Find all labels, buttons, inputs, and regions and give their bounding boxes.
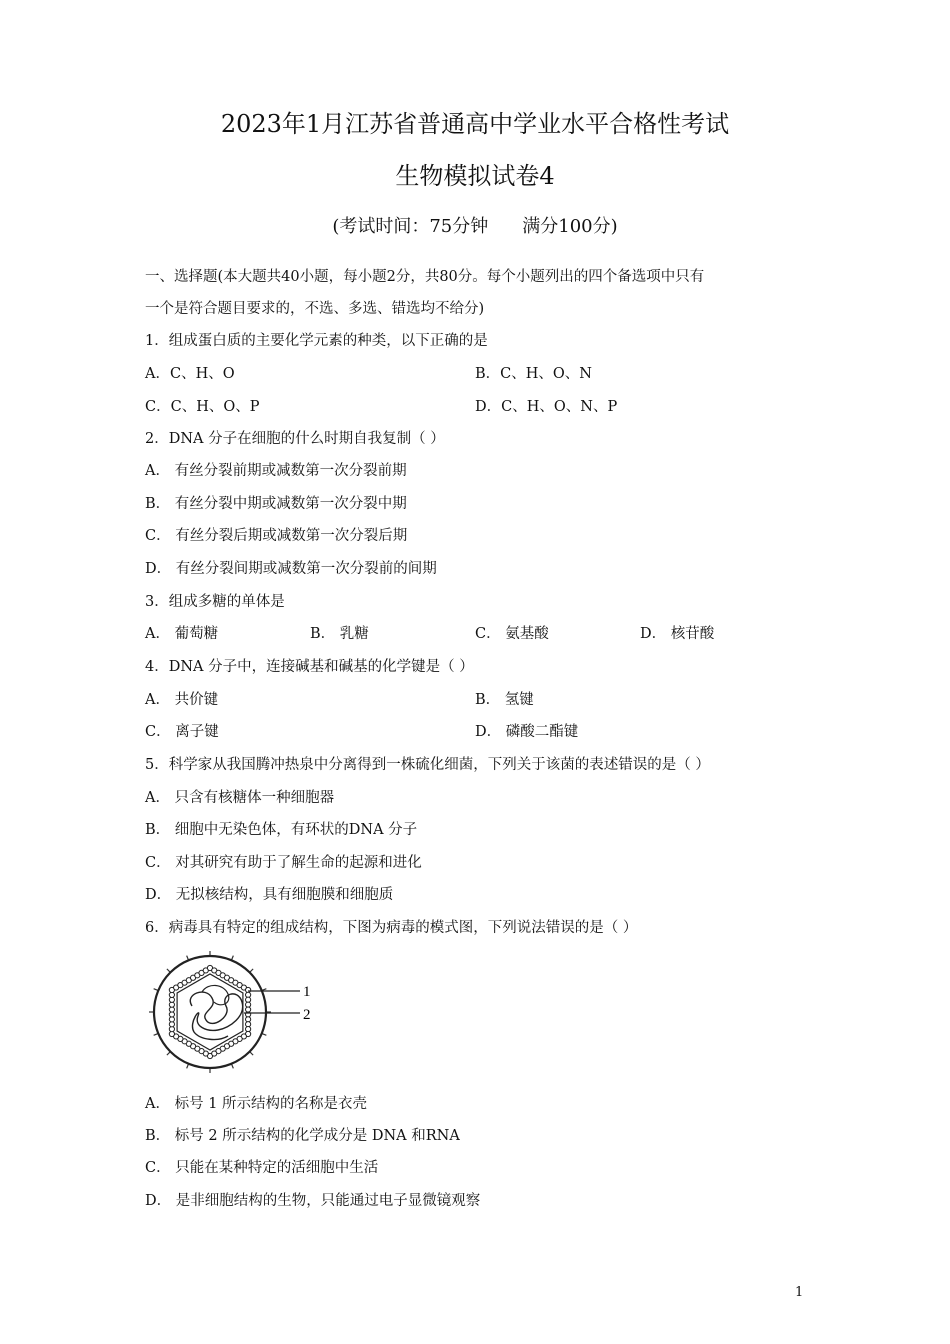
option-b: B． 氢键 bbox=[475, 692, 534, 708]
option-d: D． 磷酸二酯键 bbox=[475, 724, 579, 740]
option-c: C． 有丝分裂后期或减数第一次分裂后期 bbox=[145, 528, 408, 544]
nucleic-acid-strand bbox=[190, 992, 242, 1039]
option-b: B． 乳糖 bbox=[310, 626, 369, 642]
question-stem: 3．组成多糖的单体是 bbox=[145, 594, 285, 610]
option-c: C． 对其研究有助于了解生命的起源和进化 bbox=[145, 855, 422, 871]
option-d: D．C、H、O、N、P bbox=[475, 399, 618, 415]
option-a: A． 有丝分裂前期或减数第一次分裂前期 bbox=[145, 463, 407, 479]
full-score: 满分100分) bbox=[522, 216, 618, 237]
question-stem: 4．DNA 分子中，连接碱基和碱基的化学键是（ ） bbox=[145, 659, 474, 675]
option-d: D． 是非细胞结构的生物，只能通过电子显微镜观察 bbox=[145, 1193, 481, 1209]
option-a: A． 葡萄糖 bbox=[145, 626, 219, 642]
option-b: B． 细胞中无染色体，有环状的DNA 分子 bbox=[145, 822, 418, 838]
option-a: A． 只含有核糖体一种细胞器 bbox=[145, 790, 335, 806]
option-b: B．C、H、O、N bbox=[475, 366, 592, 382]
option-a: A． 共价键 bbox=[145, 692, 219, 708]
option-b: B． 有丝分裂中期或减数第一次分裂中期 bbox=[145, 496, 407, 512]
option-d: D． 核苷酸 bbox=[640, 626, 715, 642]
option-c: C． 只能在某种特定的活细胞中生活 bbox=[145, 1160, 379, 1176]
figure-label-2: 2 bbox=[303, 1007, 311, 1023]
option-c: C．C、H、O、P bbox=[145, 399, 260, 415]
exam-subtitle: 生物模拟试卷4 bbox=[395, 162, 555, 190]
section-instructions-line1: 一、选择题(本大题共40小题，每小题2分，共80分。每个小题列出的四个备选项中只有 bbox=[145, 269, 705, 285]
option-d: D． 无拟核结构，具有细胞膜和细胞质 bbox=[145, 887, 394, 903]
question-stem: 6．病毒具有特定的组成结构，下图为病毒的模式图，下列说法错误的是（ ） bbox=[145, 920, 638, 936]
option-a: A． 标号 1 所示结构的名称是衣壳 bbox=[145, 1096, 368, 1112]
option-c: C． 离子键 bbox=[145, 724, 219, 740]
virus-diagram bbox=[148, 950, 328, 1084]
question-stem: 1．组成蛋白质的主要化学元素的种类，以下正确的是 bbox=[145, 333, 488, 349]
exam-title: 2023年1月江苏省普通高中学业水平合格性考试 bbox=[220, 110, 730, 138]
option-c: C． 氨基酸 bbox=[475, 626, 549, 642]
option-a: A．C、H、O bbox=[145, 366, 235, 382]
exam-info bbox=[0, 212, 950, 238]
option-b: B． 标号 2 所示结构的化学成分是 DNA 和RNA bbox=[145, 1128, 460, 1144]
question-stem: 2．DNA 分子在细胞的什么时期自我复制（ ） bbox=[145, 431, 445, 447]
option-d: D． 有丝分裂间期或减数第一次分裂前的间期 bbox=[145, 561, 437, 577]
section-instructions-line2: 一个是符合题目要求的，不选、多选、错选均不给分) bbox=[145, 301, 485, 317]
page-number: 1 bbox=[795, 1285, 804, 1300]
capsomere bbox=[212, 1051, 217, 1056]
figure-label-1: 1 bbox=[303, 984, 311, 1000]
question-stem: 5．科学家从我国腾冲热泉中分离得到一株硫化细菌，下列关于该菌的表述错误的是（ ） bbox=[145, 757, 710, 773]
exam-time: (考试时间：75分钟 bbox=[332, 216, 489, 237]
